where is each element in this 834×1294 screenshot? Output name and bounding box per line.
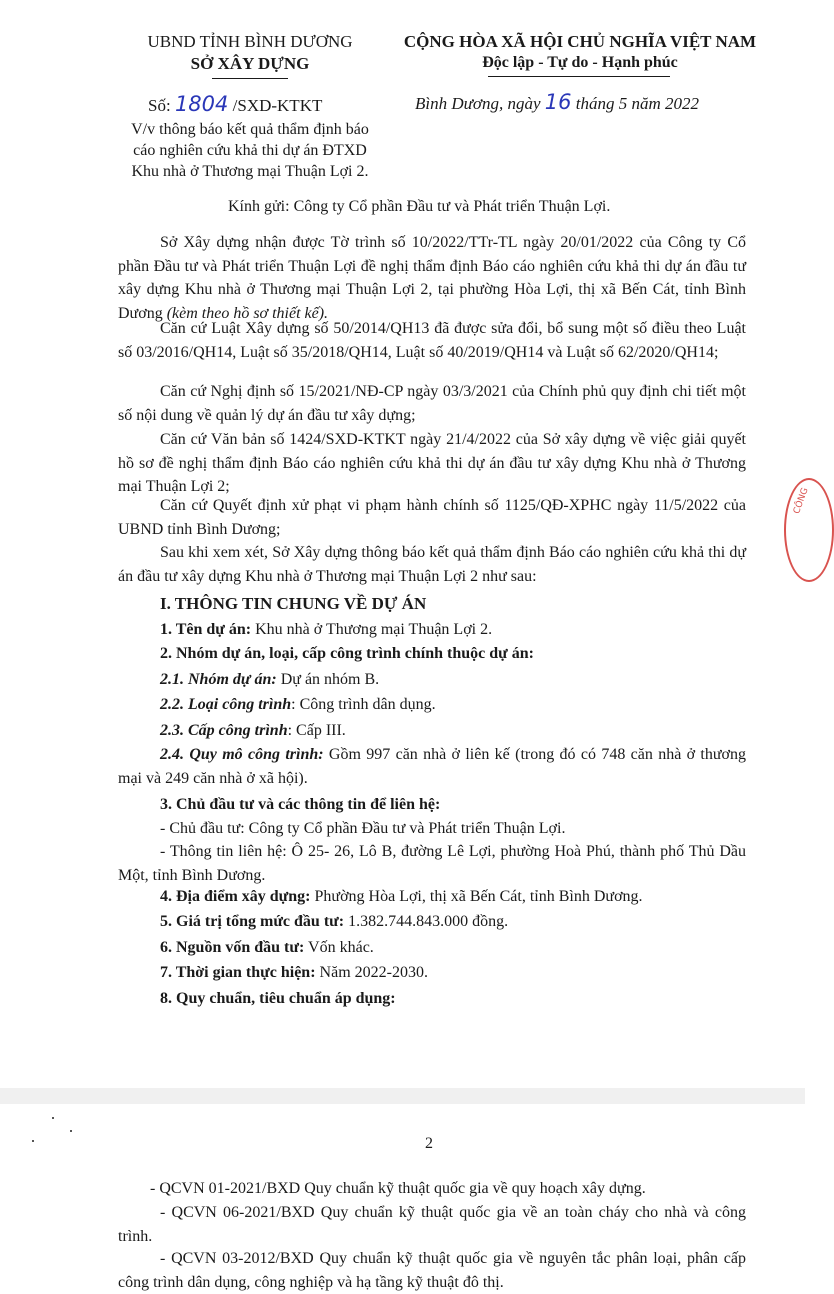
- department-name: SỞ XÂY DỰNG: [190, 54, 310, 73]
- item-value: : Cấp III.: [287, 722, 346, 739]
- standard-item: - QCVN 03-2012/BXD Quy chuẩn kỹ thuật quốc gia về nguyên tắc phân loại, phân cấp công trình dân dụng, công nghiệp và hạ tầng kỹ thuật đô thị.: [118, 1250, 746, 1291]
- item-value: Vốn khác.: [308, 939, 374, 956]
- legal-basis-law: Căn cứ Luật Xây dựng số 50/2014/QH13 đã được sửa đổi, bổ sung một số điều theo Luật số 03/2016/QH14, Luật số 35/2018/QH14, Luật số 40/2019/QH14 và Luật số 62/2020/QH14;: [118, 320, 746, 361]
- item-label: 6. Nguồn vốn đầu tư:: [160, 939, 305, 956]
- item-contact: - Thông tin liên hệ: Ô 25- 26, Lô B, đường Lê Lợi, phường Hoà Phú, thành phố Thủ Dầu Một, tỉnh Bình Dương.: [118, 843, 746, 884]
- item-funding: [160, 936, 374, 959]
- item-investor: - Chủ đầu tư: Công ty Cổ phần Đầu tư và Phát triển Thuận Lợi.: [160, 820, 566, 837]
- item-label: 2.1. Nhóm dự án:: [160, 671, 277, 688]
- intro-text: Sở Xây dựng nhận được Tờ trình số 10/2022/TTr-TL ngày 20/01/2022 của Công ty Cổ phần Đầu tư và Phát triển Thuận Lợi đề nghị thẩm định Báo cáo nghiên cứu khả thi dự án đầu tư xây dựng Khu nhà ở Thương mại Thuận Lợi 2, tại phường Hòa Lợi, thị xã Bến Cát, tỉnh Bình Dương: [118, 234, 746, 322]
- motto-underline: [488, 76, 670, 77]
- subject-line: Khu nhà ở Thương mại Thuận Lợi 2.: [131, 163, 369, 180]
- item-value: 1.382.744.843.000 đồng.: [348, 913, 509, 930]
- date-prefix: Bình Dương, ngày: [415, 94, 541, 113]
- item-value: Gồm 997 căn nhà ở liên kế (trong đó có 748 căn nhà ở thương mại và 249 căn nhà ở xã hội).: [118, 746, 747, 787]
- item-label: 2.2. Loại công trình: [160, 696, 292, 713]
- item-investment: [160, 910, 508, 933]
- item-label: 2.3. Cấp công trình: [160, 722, 288, 739]
- date-day-handwritten: 16: [544, 90, 572, 114]
- item-label: 5. Giá trị tổng mức đầu tư:: [160, 913, 345, 930]
- national-title: CỘNG HÒA XÃ HỘI CHỦ NGHĨA VIỆT NAM: [403, 32, 757, 51]
- agency-underline: [212, 78, 288, 79]
- item-project-name: [160, 618, 492, 641]
- conclusion-paragraph: Sau khi xem xét, Sở Xây dựng thông báo kết quả thẩm định Báo cáo nghiên cứu khả thi dự án đầu tư xây dựng Khu nhà ở Thương mại Thuận Lợi 2 như sau:: [118, 544, 746, 585]
- item-investor-heading: 3. Chủ đầu tư và các thông tin để liên hệ:: [160, 796, 441, 813]
- document-date: [415, 90, 699, 114]
- scan-speck: [32, 1140, 34, 1142]
- standard-item: - QCVN 01-2021/BXD Quy chuẩn kỹ thuật quốc gia về quy hoạch xây dựng.: [150, 1180, 646, 1197]
- red-seal-stamp: [784, 478, 834, 582]
- page-break: [0, 1088, 805, 1104]
- agency-name: UBND TỈNH BÌNH DƯƠNG: [147, 32, 353, 51]
- item-value: : Công trình dân dụng.: [291, 696, 436, 713]
- item-label: 1. Tên dự án:: [160, 621, 252, 638]
- item-timeline: [160, 961, 428, 984]
- item-standards: 8. Quy chuẩn, tiêu chuẩn áp dụng:: [160, 990, 396, 1007]
- item-scale: [118, 743, 746, 790]
- recipient: Kính gửi: Công ty Cổ phần Đầu tư và Phát triển Thuận Lợi.: [228, 198, 611, 215]
- legal-basis-document: Căn cứ Văn bản số 1424/SXD-KTKT ngày 21/4/2022 của Sở xây dựng về việc giải quyết hồ sơ đề nghị thẩm định Báo cáo nghiên cứu khả thi dự án đầu tư xây dựng Khu nhà ở Thương mại Thuận Lợi 2;: [118, 431, 746, 495]
- standard-item: - QCVN 06-2021/BXD Quy chuẩn kỹ thuật quốc gia về an toàn cháy cho nhà và công trình.: [118, 1204, 746, 1245]
- scan-speck: [70, 1130, 72, 1132]
- doc-number-handwritten: 1804: [174, 92, 229, 116]
- item-group: [160, 668, 379, 691]
- item-value: Phường Hòa Lợi, thị xã Bến Cát, tỉnh Bình Dương.: [314, 888, 643, 905]
- item-location: [160, 885, 643, 908]
- intro-italic-note: (kèm theo hồ sơ thiết kế).: [166, 304, 329, 322]
- scan-speck: [52, 1117, 54, 1119]
- item-label: 2.4. Quy mô công trình:: [160, 746, 324, 763]
- legal-basis-decree: Căn cứ Nghị định số 15/2021/NĐ-CP ngày 03/3/2021 của Chính phủ quy định chi tiết một số nội dung về quản lý dự án đầu tư xây dựng;: [118, 383, 746, 424]
- item-label: 7. Thời gian thực hiện:: [160, 964, 316, 981]
- item-value: Dự án nhóm B.: [280, 671, 380, 688]
- subject-line: V/v thông báo kết quả thẩm định báo: [131, 121, 369, 138]
- legal-basis-decision: Căn cứ Quyết định xử phạt vi phạm hành chính số 1125/QĐ-XPHC ngày 11/5/2022 của UBND tỉnh Bình Dương;: [118, 497, 746, 538]
- doc-number-prefix: Số:: [148, 96, 171, 115]
- item-type: [160, 693, 436, 716]
- item-label: 4. Địa điểm xây dựng:: [160, 888, 311, 905]
- intro-paragraph: [118, 231, 746, 325]
- section-title: I. THÔNG TIN CHUNG VỀ DỰ ÁN: [160, 594, 427, 613]
- item-project-group: 2. Nhóm dự án, loại, cấp công trình chính thuộc dự án:: [160, 645, 534, 662]
- item-value: Khu nhà ở Thương mại Thuận Lợi 2.: [255, 621, 493, 638]
- item-grade: [160, 719, 346, 742]
- item-value: Năm 2022-2030.: [319, 964, 428, 981]
- subject-line: cáo nghiên cứu khả thi dự án ĐTXD: [133, 142, 367, 159]
- date-month-year: tháng 5 năm 2022: [575, 94, 700, 113]
- national-motto: Độc lập - Tự do - Hạnh phúc: [482, 54, 678, 71]
- document-number: [148, 92, 322, 116]
- subject: [100, 119, 400, 182]
- page-number: 2: [425, 1135, 433, 1152]
- doc-number-suffix: /SXD-KTKT: [232, 96, 323, 115]
- stamp-text: CÔNG: [792, 486, 811, 516]
